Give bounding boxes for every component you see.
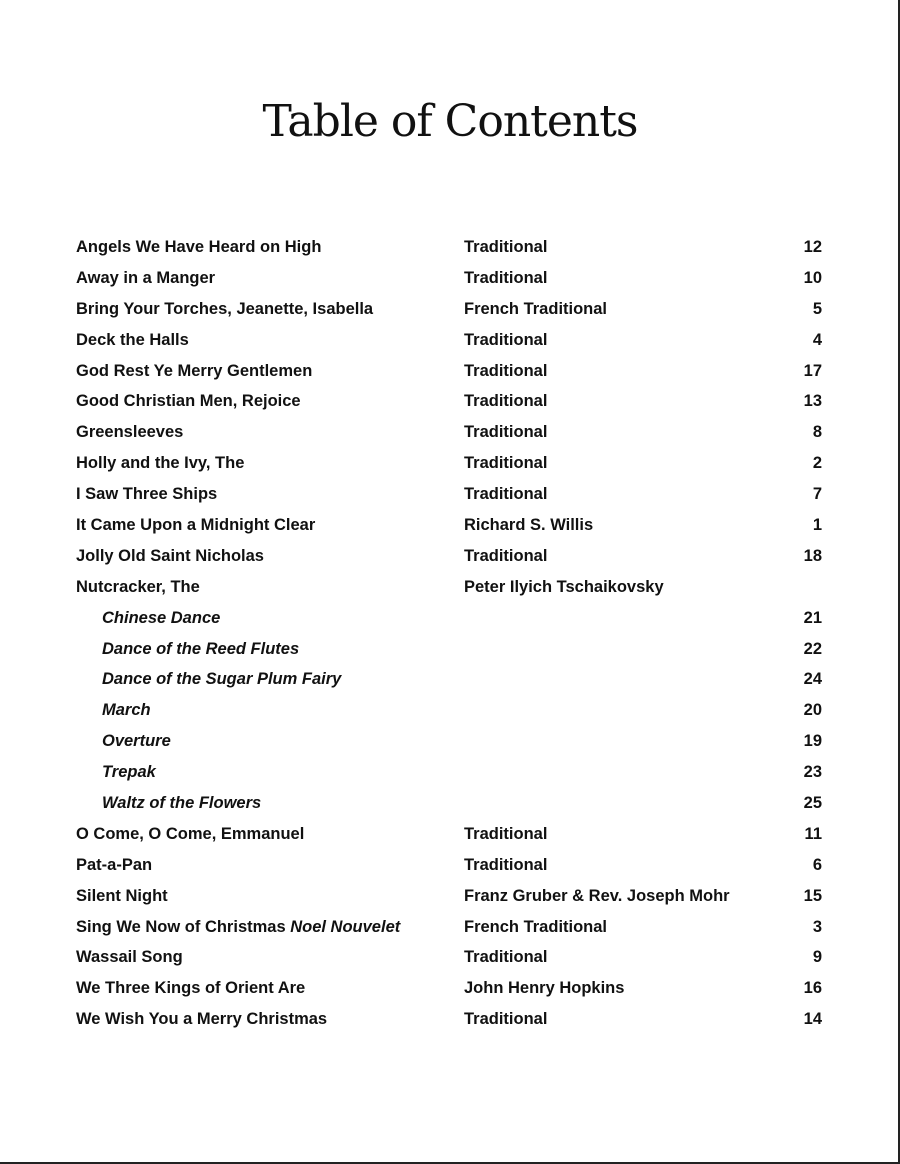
entry-composer: Traditional <box>464 238 548 256</box>
toc-entry <box>76 881 822 912</box>
entry-title-alt: Noel Nouvelet <box>290 917 401 936</box>
entry-title <box>76 325 189 356</box>
entry-page-number: 14 <box>803 1010 822 1029</box>
entry-title-text: O Come, O Come, Emmanuel <box>76 824 305 843</box>
entry-title-text: Wassail Song <box>76 948 183 967</box>
toc-subentry <box>76 664 822 695</box>
entry-composer: Traditional <box>464 1010 548 1029</box>
entry-title-text: It Came Upon a Midnight Clear <box>76 516 316 535</box>
entry-title-text: Away in a Manger <box>76 268 216 287</box>
entry-composer: John Henry Hopkins <box>464 979 625 998</box>
entry-title <box>76 356 312 387</box>
entry-page-number: 18 <box>803 546 822 565</box>
entry-composer: Traditional <box>464 855 548 874</box>
toc-subentry <box>76 695 822 726</box>
entry-title <box>102 726 171 757</box>
entry-title <box>102 788 261 819</box>
entry-page-number: 4 <box>812 330 822 349</box>
entry-page-number: 13 <box>803 392 822 411</box>
entry-page-number: 20 <box>803 701 822 720</box>
entry-title-text: I Saw Three Ships <box>76 485 218 504</box>
entry-page-number: 25 <box>803 794 822 813</box>
entry-page-number: 6 <box>812 855 822 874</box>
entry-title-text: We Wish You a Merry Christmas <box>76 1010 328 1029</box>
entry-page-number: 8 <box>812 423 822 442</box>
entry-title-text: Holly and the Ivy, The <box>76 454 245 473</box>
entry-title <box>76 263 215 294</box>
entry-page-number: 7 <box>812 485 822 504</box>
entry-composer: French Traditional <box>464 299 608 318</box>
entry-composer: Richard S. Willis <box>464 516 594 535</box>
entry-page-number: 12 <box>803 238 822 256</box>
toc-entry <box>76 541 822 572</box>
toc-subentry <box>76 634 822 665</box>
entry-title <box>102 664 341 695</box>
entry-title <box>102 634 299 665</box>
entry-title <box>102 603 220 634</box>
toc-subentry <box>76 603 822 634</box>
toc-entry <box>76 356 822 387</box>
toc-entry <box>76 572 822 603</box>
entry-title <box>76 1004 327 1035</box>
entry-composer: Traditional <box>464 392 548 411</box>
entry-page-number: 10 <box>803 268 822 287</box>
entry-title <box>76 572 200 603</box>
entry-title <box>76 541 264 572</box>
toc-subentry <box>76 757 822 788</box>
entry-title <box>76 510 315 541</box>
entry-composer: Traditional <box>464 546 548 565</box>
toc-subentry <box>76 788 822 819</box>
entry-title-text: Sing We Now of Christmas <box>76 917 291 936</box>
entry-title <box>76 942 183 973</box>
entry-title <box>102 695 151 726</box>
entry-composer: French Traditional <box>464 917 608 936</box>
entry-composer: Traditional <box>464 268 548 287</box>
entry-title-text: We Three Kings of Orient Are <box>76 979 306 998</box>
entry-title <box>102 757 156 788</box>
entry-page-number: 24 <box>803 670 822 689</box>
entry-page-number: 5 <box>812 299 822 318</box>
entry-title-text: Angels We Have Heard on High <box>76 238 322 256</box>
entry-page-number: 3 <box>812 917 822 936</box>
toc-entry <box>76 819 822 850</box>
toc-entry <box>76 417 822 448</box>
entry-title-text: God Rest Ye Merry Gentlemen <box>76 361 313 380</box>
table-of-contents <box>76 232 822 1035</box>
toc-entry <box>76 448 822 479</box>
entry-title-text: Deck the Halls <box>76 330 189 349</box>
entry-composer: Peter Ilyich Tschaikovsky <box>464 577 664 596</box>
entry-title <box>76 819 304 850</box>
entry-page-number: 1 <box>812 516 822 535</box>
entry-composer: Traditional <box>464 454 548 473</box>
entry-page-number: 16 <box>803 979 822 998</box>
entry-title-text: Waltz of the Flowers <box>102 794 262 813</box>
entry-page-number: 17 <box>803 361 822 380</box>
entry-title <box>76 232 321 263</box>
entry-page-number: 19 <box>803 732 822 751</box>
toc-entry <box>76 942 822 973</box>
entry-title-text: Nutcracker, The <box>76 577 200 596</box>
entry-title-text: Dance of the Sugar Plum Fairy <box>102 670 342 689</box>
entry-title-text: Bring Your Torches, Jeanette, Isabella <box>76 299 374 318</box>
entry-title-text: Good Christian Men, Rejoice <box>76 392 301 411</box>
entry-page-number: 2 <box>812 454 822 473</box>
entry-page-number: 23 <box>803 763 822 782</box>
toc-entry <box>76 510 822 541</box>
entry-page-number: 15 <box>803 886 822 905</box>
entry-title <box>76 479 217 510</box>
entry-composer: Franz Gruber & Rev. Joseph Mohr <box>464 886 730 905</box>
entry-title-text: Greensleeves <box>76 423 184 442</box>
entry-title-text: Chinese Dance <box>102 608 221 627</box>
entry-title-text: Silent Night <box>76 886 168 905</box>
toc-entry <box>76 850 822 881</box>
toc-entry <box>76 386 822 417</box>
entry-composer: Traditional <box>464 948 548 967</box>
toc-entry <box>76 294 822 325</box>
entry-composer: Traditional <box>464 423 548 442</box>
entry-page-number: 21 <box>803 608 822 627</box>
entry-title <box>76 294 373 325</box>
toc-entry <box>76 1004 822 1035</box>
toc-entry <box>76 325 822 356</box>
entry-title <box>76 881 168 912</box>
toc-entry <box>76 232 822 263</box>
entry-composer: Traditional <box>464 824 548 843</box>
entry-title <box>76 448 244 479</box>
entry-title-text: Overture <box>102 732 171 751</box>
toc-entry <box>76 263 822 294</box>
entry-page-number: 9 <box>812 948 822 967</box>
toc-entry <box>76 912 822 943</box>
toc-subentry <box>76 726 822 757</box>
entry-title-text: Pat-a-Pan <box>76 855 153 874</box>
entry-title-text: March <box>102 701 151 720</box>
entry-composer: Traditional <box>464 361 548 380</box>
entry-title <box>76 850 152 881</box>
entry-composer: Traditional <box>464 330 548 349</box>
page-title: Table of Contents <box>262 96 638 147</box>
entry-page-number: 22 <box>803 639 822 658</box>
entry-composer: Traditional <box>464 485 548 504</box>
entry-title-text: Dance of the Reed Flutes <box>102 639 300 658</box>
entry-title <box>76 973 305 1004</box>
entry-title-text: Jolly Old Saint Nicholas <box>76 546 264 565</box>
entry-title-text: Trepak <box>102 763 156 782</box>
entry-title <box>76 912 400 943</box>
entry-page-number: 11 <box>804 824 822 843</box>
entry-title <box>76 386 301 417</box>
entry-title <box>76 417 183 448</box>
toc-entry <box>76 479 822 510</box>
toc-entry <box>76 973 822 1004</box>
